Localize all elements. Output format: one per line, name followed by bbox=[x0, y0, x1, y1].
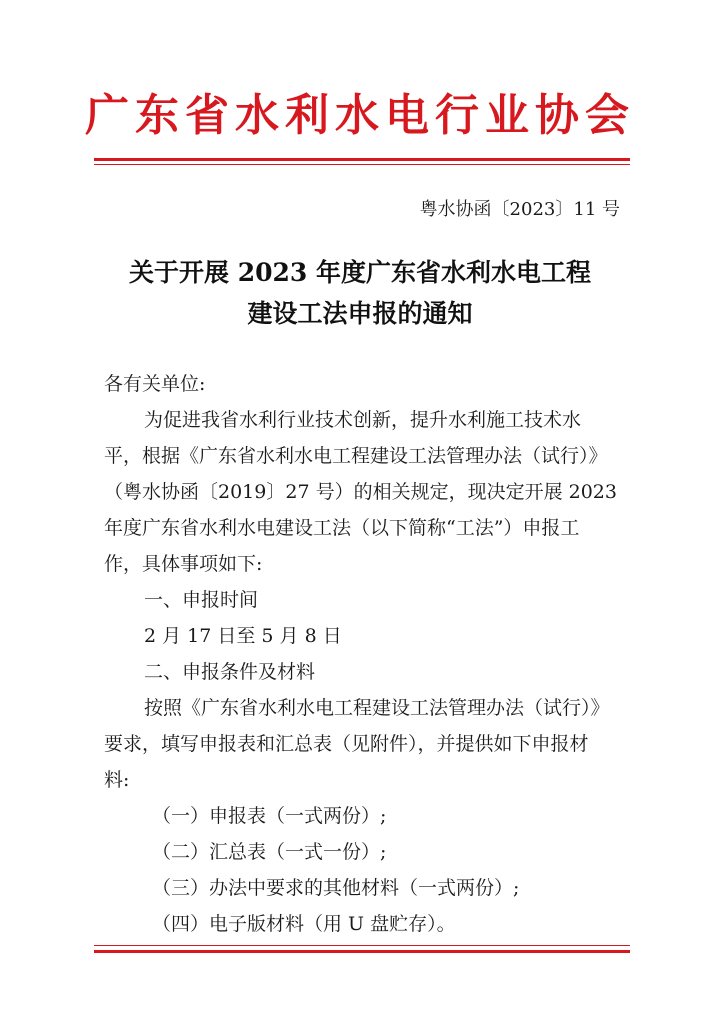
intro-line-5: 作，具体事项如下: bbox=[104, 553, 263, 575]
salutation: 各有关单位: bbox=[104, 373, 206, 395]
section-1-content: 2 月 17 日至 5 月 8 日 bbox=[144, 625, 342, 647]
intro-line-1: 为促进我省水利行业技术创新，提升水利施工技术水 bbox=[144, 409, 582, 431]
section-2-line-1: 按照《广东省水利水电工程建设工法管理办法（试行）》 bbox=[144, 697, 610, 719]
title-line-1: 关于开展 2023 年度广东省水利水电工程 bbox=[129, 258, 591, 287]
document-number: 粤水协函〔2023〕11 号 bbox=[419, 199, 620, 220]
material-item-1: （一）申报表（一式两份）; bbox=[152, 805, 387, 827]
intro-line-4: 年度广东省水利水电建设工法（以下简称“工法”）申报工 bbox=[104, 517, 580, 539]
header-rule-thin bbox=[94, 164, 630, 165]
intro-line-2: 平，根据《广东省水利水电工程建设工法管理办法（试行）》 bbox=[104, 445, 608, 467]
material-item-3: （三）办法中要求的其他材料（一式两份）; bbox=[152, 877, 520, 899]
section-2-heading: 二、申报条件及材料 bbox=[144, 661, 316, 683]
section-1-heading: 一、申报时间 bbox=[144, 589, 259, 611]
material-item-4: （四）电子版材料（用 U 盘贮存）。 bbox=[152, 913, 456, 935]
header-rule-thick bbox=[94, 158, 630, 161]
section-2-line-2: 要求，填写申报表和汇总表（见附件），并提供如下申报材 bbox=[104, 733, 589, 755]
material-item-2: （二）汇总表（一式一份）; bbox=[152, 841, 387, 863]
section-2-line-3: 料: bbox=[104, 769, 130, 791]
organization-header: 广东省水利水电行业协会 bbox=[85, 90, 635, 141]
intro-line-3: （粤水协函〔2019〕27 号）的相关规定，现决定开展 2023 bbox=[104, 481, 617, 503]
footer-rule-thin bbox=[94, 945, 630, 946]
title-line-2: 建设工法申报的通知 bbox=[247, 299, 473, 328]
footer-rule-thick bbox=[94, 950, 630, 953]
